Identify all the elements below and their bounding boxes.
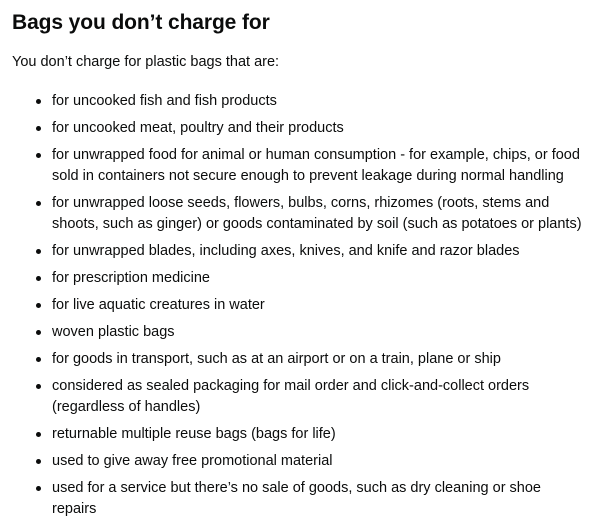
exempt-bags-list [12,91,588,520]
list-item: woven plastic bags [36,322,588,343]
intro-paragraph: You don’t charge for plastic bags that are: [12,54,280,71]
page-title: Bags you don’t charge for [12,11,270,34]
list-item: returnable multiple reuse bags (bags for life) [36,424,588,445]
list-item: for prescription medicine [36,268,588,289]
list-item: for unwrapped loose seeds, flowers, bulbs, corns, rhizomes (roots, stems and shoots, such as ginger) or goods contaminated by soil (such as potatoes or plants) [36,193,588,235]
list-item: for live aquatic creatures in water [36,295,588,316]
list-item: used to give away free promotional material [36,451,588,472]
list-item: for uncooked fish and fish products [36,91,588,112]
list-item: for unwrapped food for animal or human consumption - for example, chips, or food sold in containers not secure enough to prevent leakage during normal handling [36,145,588,187]
list-item: for unwrapped blades, including axes, knives, and knife and razor blades [36,241,588,262]
list-item: considered as sealed packaging for mail order and click-and-collect orders (regardless of handles) [36,376,588,418]
list-item: used for a service but there’s no sale of goods, such as dry cleaning or shoe repairs [36,478,588,520]
list-item: for uncooked meat, poultry and their products [36,118,588,139]
list-item: for goods in transport, such as at an airport or on a train, plane or ship [36,349,588,370]
